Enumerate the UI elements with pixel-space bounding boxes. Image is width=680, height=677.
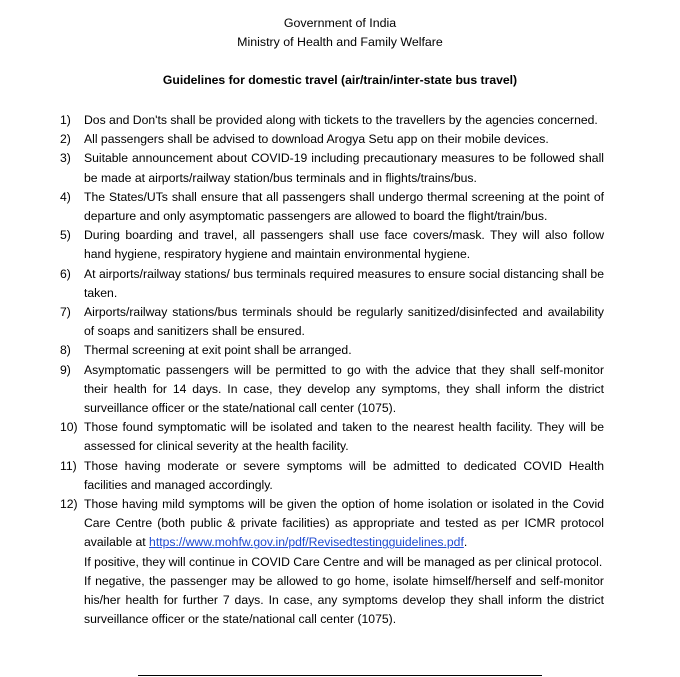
item-number: 1) <box>60 113 71 127</box>
list-item <box>60 188 604 226</box>
item-number: 10) <box>60 420 78 435</box>
guidelines-pdf-link[interactable]: https://www.mohfw.gov.in/pdf/Revisedtestingguidelines.pdf <box>149 535 464 550</box>
item-number: 2) <box>60 132 71 147</box>
list-item <box>60 111 604 130</box>
page-title: Guidelines for domestic travel (air/train/inter-state bus travel) <box>162 73 518 87</box>
item-text: Asymptomatic passengers will be permitted to go with the advice that they shall self-monitor their health for 14 days. In case, they develop any symptoms, they shall inform the district surveillance officer or the state/national call center (1075). <box>84 362 604 416</box>
guidelines-list <box>60 111 604 629</box>
item-12-paragraph <box>84 495 604 553</box>
item-number: 8) <box>60 343 71 358</box>
item-number: 9) <box>60 362 71 377</box>
list-item <box>60 341 604 360</box>
item-number: 7) <box>60 305 71 320</box>
item-12-positive: If positive, they will continue in COVID Care Centre and will be managed as per clinical protocol. <box>84 554 603 569</box>
list-item <box>60 361 604 419</box>
list-item <box>60 130 604 149</box>
item-number: 3) <box>60 151 71 166</box>
item-text: Those having moderate or severe symptoms will be admitted to dedicated COVID Health facilities and managed accordingly. <box>84 458 604 492</box>
item-text: Airports/railway stations/bus terminals should be regularly sanitized/disinfected and availability of soaps and sanitizers shall be ensured. <box>84 305 604 339</box>
list-item <box>60 265 604 303</box>
item-12-body <box>84 495 604 629</box>
list-item <box>60 303 604 341</box>
header-government: Government of India <box>283 16 397 30</box>
list-item <box>60 226 604 264</box>
item-number: 12) <box>60 497 78 512</box>
list-item <box>60 418 604 456</box>
item-12-negative: If negative, the passenger may be allowed to go home, isolate himself/herself and self-monitor his/her health for further 7 days. In case, any symptoms develop they shall inform the district surveillance officer or the state/national call center (1075). <box>84 573 604 627</box>
item-number: 11) <box>60 458 77 473</box>
item-text: At airports/railway stations/ bus terminals required measures to ensure social distancing shall be taken. <box>84 266 604 300</box>
item-text: The States/UTs shall ensure that all passengers shall undergo thermal screening at the point of departure and only asymptomatic passengers are allowed to board the flight/train/bus. <box>84 189 604 224</box>
item-text: Dos and Don'ts shall be provided along with tickets to the travellers by the agencies concerned. <box>84 113 598 127</box>
item-text: All passengers shall be advised to download Arogya Setu app on their mobile devices. <box>84 132 549 147</box>
header-ministry: Ministry of Health and Family Welfare <box>237 35 443 49</box>
list-item-12 <box>60 495 604 629</box>
item-number: 5) <box>60 228 71 243</box>
item-text: During boarding and travel, all passengers shall use face covers/mask. They will also follow hand hygiene, respiratory hygiene and maintain environmental hygiene. <box>84 228 604 262</box>
list-item <box>60 149 604 187</box>
item-12-text: Those having mild symptoms will be given the option of home isolation or isolated in the Covid Care Centre (both public & private facilities) as appropriate and tested as per ICMR protocol available at <box>84 497 604 550</box>
item-12-text-end: . <box>463 535 468 550</box>
item-number: 6) <box>60 266 71 281</box>
item-text: Thermal screening at exit point shall be arranged. <box>84 343 352 358</box>
list-item <box>60 457 604 495</box>
item-number: 4) <box>60 189 71 204</box>
item-text: Those found symptomatic will be isolated and taken to the nearest health facility. They will be assessed for clinical severity at the health facility. <box>84 420 604 454</box>
item-text: Suitable announcement about COVID-19 including precautionary measures to be followed shall be made at airports/railway station/bus terminals and in flights/trains/bus. <box>84 151 604 185</box>
footer-divider <box>138 675 542 676</box>
